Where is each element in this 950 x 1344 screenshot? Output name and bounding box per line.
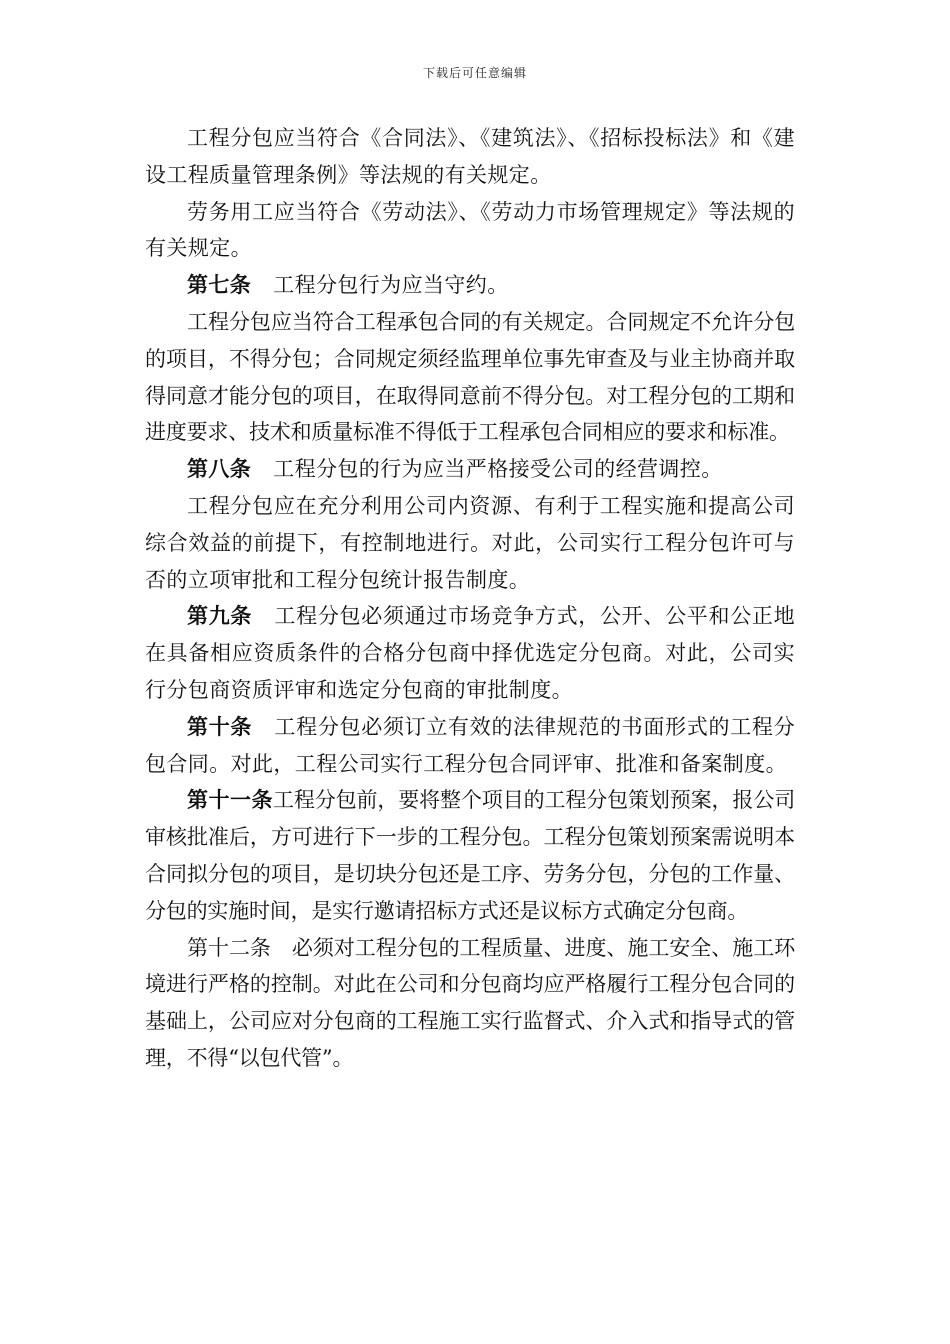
- article-12: [145, 930, 795, 1077]
- article-10: [145, 709, 795, 783]
- paragraph-contract-rules: [145, 304, 795, 451]
- paragraph-company-control: [145, 488, 795, 598]
- document-body: [145, 120, 795, 1077]
- paragraph-text: 工程分包应当符合《合同法》、《建筑法》、《招标投标法》和《建设工程质量管理条例》等法规的有关规定。: [145, 126, 795, 187]
- article-text: 工程分包的行为应当严格接受公司的经营调控。: [273, 457, 723, 482]
- article-label: 第十一条: [187, 787, 273, 813]
- paragraph-text: 工程分包应当符合工程承包合同的有关规定。合同规定不允许分包的项目，不得分包；合同规定须经监理单位事先审查及与业主协商并取得同意才能分包的项目，在取得同意前不得分包。对工程分包的工期和进度要求、技术和质量标准不得低于工程承包合同相应的要求和标准。: [145, 309, 795, 445]
- paragraph-text: 工程分包应在充分利用公司内资源、有利于工程实施和提高公司综合效益的前提下，有控制地进行。对此，公司实行工程分包许可与否的立项审批和工程分包统计报告制度。: [145, 493, 795, 592]
- article-text: 工程分包行为应当守约。: [273, 273, 509, 298]
- article-text: 工程分包必须通过市场竞争方式，公开、公平和公正地在具备相应资质条件的合格分包商中择优选定分包商。对此，公司实行分包商资质评审和选定分包商的审批制度。: [145, 604, 796, 702]
- paragraph-legal-basis: [145, 120, 795, 194]
- article-11: [145, 782, 795, 929]
- article-8: [145, 451, 795, 488]
- article-7: [145, 267, 795, 304]
- paragraph-text: 劳务用工应当符合《劳动法》、《劳动力市场管理规定》等法规的有关规定。: [145, 199, 795, 261]
- article-label: 第七条: [187, 272, 252, 298]
- page-header: 下载后可任意编辑: [422, 66, 527, 80]
- article-label: 第九条: [187, 603, 253, 629]
- article-label: 第八条: [187, 456, 252, 482]
- article-text: 工程分包前，要将整个项目的工程分包策划预案，报公司审核批准后，方可进行下一步的工程分包。工程分包策划预案需说明本合同拟分包的项目，是切块分包还是工序、劳务分包，分包的工作量、分包的实施时间，是实行邀请招标方式还是议标方式确定分包商。: [145, 788, 796, 923]
- article-text: 第十二条 必须对工程分包的工程质量、进度、施工安全、施工环境进行严格的控制。对此在公司和分包商均应严格履行工程分包合同的基础上，公司应对分包商的工程施工实行监督式、介入式和指导式的管理，不得“以包代管”。: [145, 935, 795, 1070]
- article-label: 第十条: [187, 713, 253, 739]
- article-text: 工程分包必须订立有效的法律规范的书面形式的工程分包合同。对此，工程公司实行工程分包合同评审、批准和备案制度。: [145, 714, 796, 776]
- paragraph-labor-basis: [145, 194, 795, 268]
- article-9: [145, 598, 795, 708]
